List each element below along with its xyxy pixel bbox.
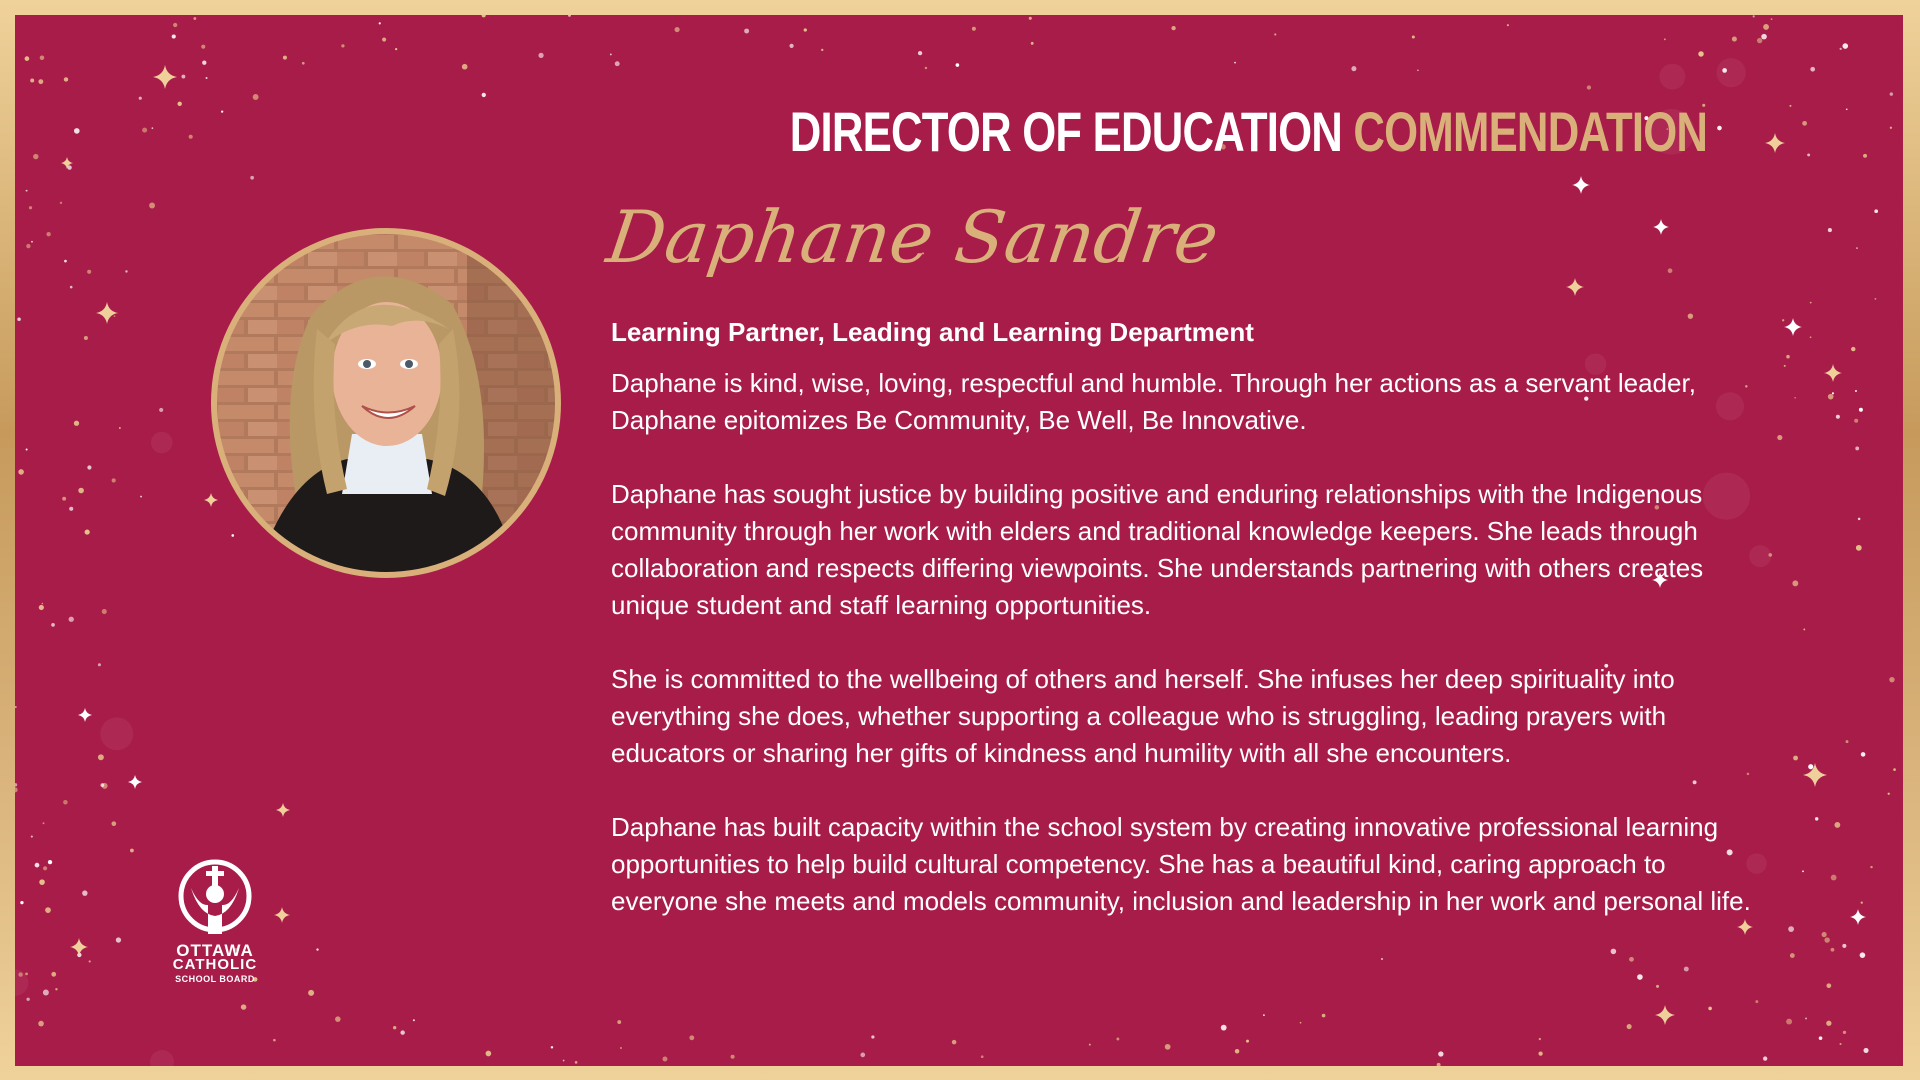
sparkle-star-icon [128, 775, 142, 789]
sparkle-dot [1417, 69, 1419, 71]
sparkle-dot [1627, 1024, 1632, 1029]
sparkle-dot [789, 44, 793, 48]
bokeh-dot [1659, 64, 1685, 90]
logo-line-1: OTTAWA [176, 941, 254, 960]
bokeh-dot [100, 717, 133, 750]
sparkle-dot [1861, 901, 1863, 903]
school-board-logo [165, 858, 265, 998]
sparkle-dot [112, 478, 116, 482]
sparkle-dot [1221, 1025, 1227, 1031]
sparkle-dot [84, 336, 88, 340]
bokeh-dot [1749, 545, 1771, 567]
sparkle-dot [39, 879, 45, 885]
sparkle-dot [400, 1030, 404, 1034]
sparkle-dot [149, 203, 155, 209]
sparkle-dot [395, 48, 397, 50]
sparkle-dot [486, 1051, 492, 1057]
sparkle-dot [675, 27, 680, 32]
sparkle-dot [379, 22, 381, 24]
sparkle-dot [98, 663, 101, 666]
sparkle-dot [1300, 1022, 1302, 1024]
sparkle-dot [1786, 1019, 1792, 1025]
sparkle-dot [31, 836, 33, 838]
sparkle-dot [31, 241, 33, 243]
sparkle-dot [1851, 347, 1855, 351]
sparkle-dot [1855, 390, 1857, 392]
sparkle-dot [1807, 153, 1810, 156]
sparkle-star-icon [274, 907, 290, 923]
sparkle-dot [101, 783, 105, 787]
sparkle-dot [871, 1035, 874, 1038]
sparkle-dot [1859, 408, 1863, 412]
sparkle-dot [26, 244, 30, 248]
sparkle-dot [925, 67, 927, 69]
sparkle-dot [78, 488, 84, 494]
sparkle-dot [1664, 38, 1666, 40]
paragraph: Daphane has sought justice by building positive and enduring relationships with the Indigenous community through her work with elders and traditional knowledge keepers. She leads through collaboration and respects differing viewpoints. She understands partnering with others creates unique student and staff learning opportunities. [611, 479, 1704, 620]
sparkle-dot [20, 901, 23, 904]
sparkle-dot [1438, 1051, 1443, 1056]
sparkle-dot [43, 866, 47, 870]
sparkle-star-icon [1572, 176, 1590, 194]
sparkle-dot [1538, 1052, 1542, 1056]
sparkle-dot [250, 176, 254, 180]
sparkle-star-icon [1784, 318, 1802, 336]
sparkle-star-icon [1765, 133, 1785, 153]
sparkle-dot [48, 860, 52, 864]
sparkle-dot [551, 1046, 553, 1048]
sparkle-star-icon [1824, 364, 1842, 382]
sparkle-dot [1171, 26, 1175, 30]
sparkle-dot [35, 863, 40, 868]
sparkle-dot [731, 1055, 735, 1059]
commendation-panel [15, 15, 1903, 1066]
sparkle-dot [25, 973, 28, 976]
sparkle-dot [1831, 875, 1837, 881]
sparkle-dot [620, 1047, 622, 1049]
sparkle-dot [55, 988, 57, 990]
sparkle-dot [159, 408, 163, 412]
cross-figure-logo-icon [165, 858, 265, 944]
sparkle-dot [64, 260, 67, 263]
sparkle-star-icon [276, 803, 290, 817]
sparkle-dot [43, 989, 49, 995]
sparkle-dot [69, 507, 73, 511]
sparkle-dot [860, 1053, 865, 1058]
sparkle-dot [981, 1055, 984, 1058]
sparkle-dot [89, 960, 91, 962]
sparkle-dot [29, 206, 32, 209]
sparkle-dot [45, 907, 51, 913]
bokeh-dot [1717, 58, 1746, 87]
page-title [790, 99, 1707, 164]
sparkle-dot [1842, 944, 1846, 948]
sparkle-dot [1437, 1063, 1441, 1066]
sparkle-dot [563, 1060, 565, 1062]
sparkle-dot [1890, 127, 1892, 129]
sparkle-dot [87, 270, 91, 274]
sparkle-dot [43, 822, 45, 824]
sparkle-dot [1755, 1000, 1758, 1003]
sparkle-dot [172, 34, 176, 38]
sparkle-star-icon [204, 493, 218, 507]
sparkle-dot [15, 787, 18, 792]
sparkle-dot [26, 190, 28, 192]
sparkle-dot [33, 154, 38, 159]
sparkle-dot [617, 1020, 621, 1024]
sparkle-dot [1819, 1036, 1823, 1040]
sparkle-dot [952, 1040, 957, 1045]
sparkle-dot [1234, 62, 1236, 64]
sparkle-star-icon [1803, 763, 1827, 787]
sparkle-dot [74, 128, 80, 134]
honoree-name: Daphane Sandre [602, 195, 1224, 279]
sparkle-dot [38, 1021, 44, 1027]
sparkle-dot [1351, 66, 1356, 71]
sparkle-dot [1846, 108, 1848, 110]
sparkle-dot [1587, 85, 1591, 89]
sparkle-dot [1717, 126, 1722, 131]
sparkle-dot [114, 315, 116, 317]
sparkle-dot [744, 29, 749, 34]
sparkle-dot [1274, 33, 1276, 35]
sparkle-dot [1753, 15, 1755, 17]
logo-text [165, 941, 265, 986]
sparkle-dot [98, 754, 104, 760]
sparkle-dot [1808, 764, 1813, 769]
sparkle-dot [273, 1039, 276, 1042]
sparkle-dot [1854, 419, 1858, 423]
sparkle-dot [253, 94, 259, 100]
sparkle-dot [102, 609, 107, 614]
sparkle-dot [1637, 974, 1643, 980]
sparkle-dot [1732, 37, 1737, 42]
sparkle-dot [1722, 68, 1727, 73]
sparkle-dot [82, 890, 87, 895]
sparkle-dot [1763, 1056, 1767, 1060]
sparkle-dot [1875, 298, 1877, 300]
sparkle-dot [1861, 752, 1866, 757]
sparkle-dot [1788, 926, 1794, 932]
sparkle-dot [1893, 768, 1896, 771]
sparkle-dot [283, 56, 287, 60]
bokeh-dot [150, 1050, 174, 1066]
sparkle-star-icon [1655, 1005, 1675, 1025]
sparkle-dot [538, 53, 543, 58]
sparkle-dot [62, 497, 66, 501]
sparkle-dot [15, 706, 17, 708]
sparkle-dot [1031, 42, 1034, 45]
sparkle-dot [1165, 1044, 1171, 1050]
sparkle-dot [462, 64, 468, 70]
sparkle-dot [42, 603, 44, 605]
sparkle-dot [308, 990, 314, 996]
logo-line-2: CATHOLIC [172, 956, 258, 973]
sparkle-dot [1863, 1048, 1868, 1053]
sparkle-dot [1826, 983, 1831, 988]
sparkle-dot [1828, 228, 1832, 232]
sparkle-dot [1688, 313, 1693, 318]
sparkle-dot [482, 93, 486, 97]
paragraph: Daphane is kind, wise, loving, respectful and humble. Through her actions as a servant leader, Daphane epitomizes Be Community, Be Well, Be Innovative. [611, 368, 1696, 435]
sparkle-dot [1794, 397, 1796, 399]
sparkle-dot [341, 44, 344, 47]
sparkle-dot [1246, 1040, 1249, 1043]
sparkle-dot [17, 317, 21, 321]
portrait-frame [211, 228, 561, 578]
sparkle-dot [610, 53, 612, 55]
sparkle-dot [1889, 677, 1894, 682]
sparkle-dot [1381, 958, 1383, 960]
sparkle-dot [1831, 948, 1835, 952]
logo-line-3: SCHOOL BOARD [175, 974, 255, 984]
paragraph: Daphane has built capacity within the school system by creating innovative professional learning opportunities to help build cultural competency. She has a beautiful kind, caring approach to everyone she meets and models community, inclusion and leadership in her work and personal life. [611, 812, 1751, 916]
sparkle-dot [26, 998, 29, 1001]
sparkle-dot [139, 97, 142, 100]
bokeh-dot [151, 432, 173, 454]
sparkle-dot [972, 27, 976, 31]
sparkle-dot [1822, 932, 1827, 937]
sparkle-dot [1793, 756, 1798, 761]
sparkle-dot [1789, 105, 1791, 107]
sparkle-dot [1843, 1031, 1846, 1034]
sparkle-dot [663, 1057, 668, 1062]
sparkle-dot [15, 783, 17, 786]
sparkle-dot [189, 135, 193, 139]
sparkle-dot [1763, 24, 1769, 30]
sparkle-dot [69, 617, 74, 622]
honoree-role: Learning Partner, Leading and Learning Department [611, 317, 1254, 347]
sparkle-dot [1870, 866, 1872, 868]
sparkle-dot [956, 63, 960, 67]
sparkle-dot [25, 56, 30, 61]
sparkle-dot [1089, 1044, 1091, 1046]
sparkle-dot [70, 286, 73, 289]
sparkle-dot [482, 15, 486, 17]
sparkle-dot [87, 465, 91, 469]
sparkle-dot [1656, 985, 1659, 988]
sparkle-dot [130, 849, 134, 853]
sparkle-dot [39, 605, 44, 610]
title-accent: COMMENDATION [1353, 100, 1707, 163]
sparkle-dot [689, 1035, 694, 1040]
sparkle-dot [1842, 43, 1848, 49]
sparkle-dot [1708, 1007, 1712, 1011]
sparkle-dot [206, 77, 208, 79]
sparkle-star-icon [96, 302, 118, 324]
sparkle-dot [152, 127, 154, 129]
sparkle-dot [413, 1019, 415, 1021]
sparkle-dot [1815, 817, 1818, 820]
sparkle-dot [51, 972, 56, 977]
sparkle-dot [26, 449, 28, 451]
sparkle-dot [1856, 545, 1862, 551]
sparkle-dot [142, 128, 147, 133]
sparkle-dot [1836, 415, 1840, 419]
sparkle-dot [1826, 1021, 1831, 1026]
sparkle-dot [201, 45, 205, 49]
sparkle-dot [63, 800, 68, 805]
sparkle-dot [1810, 67, 1815, 72]
sparkle-dot [1874, 209, 1878, 213]
sparkle-dot [1771, 18, 1773, 20]
portrait-photo [217, 234, 555, 572]
sparkle-dot [335, 1016, 341, 1022]
sparkle-dot [1322, 1014, 1326, 1018]
sparkle-dot [64, 77, 68, 81]
sparkle-dot [1029, 17, 1032, 20]
sparkle-dot [111, 821, 116, 826]
sparkle-dot [1761, 34, 1767, 40]
sparkle-dot [140, 496, 142, 498]
sparkle-dot [1757, 38, 1762, 43]
sparkle-dot [302, 62, 305, 65]
sparkle-dot [1890, 92, 1893, 95]
sparkle-dot [1786, 355, 1790, 359]
sparkle-dot [241, 1004, 246, 1009]
commendation-body [611, 365, 1751, 957]
paragraph: She is committed to the wellbeing of others and herself. She infuses her deep spirituality into everything she does, whether supporting a colleague who is struggling, leading prayers with educators or sharing her gifts of kindness and humility with all she encounters. [611, 664, 1675, 768]
sparkle-dot [1832, 392, 1834, 394]
sparkle-dot [1810, 302, 1812, 304]
sparkle-dot [1263, 1014, 1265, 1016]
sparkle-dot [1790, 953, 1795, 958]
sparkle-dot [1507, 24, 1509, 26]
sparkle-dot [1828, 394, 1834, 400]
sparkle-dot [1858, 518, 1861, 521]
sparkle-dot [918, 51, 922, 55]
sparkle-dot [1863, 154, 1867, 158]
sparkle-dot [1539, 1038, 1541, 1040]
sparkle-dot [1888, 793, 1890, 795]
sparkle-dot [1802, 870, 1804, 872]
sparkle-dot [1805, 1018, 1807, 1020]
sparkle-star-icon [78, 708, 92, 722]
sparkle-dot [1792, 580, 1798, 586]
sparkle-dot [46, 232, 50, 236]
sparkle-star-icon [153, 65, 177, 89]
sparkle-dot [393, 1026, 396, 1029]
sparkle-dot [1860, 952, 1866, 958]
sparkle-dot [1235, 1049, 1240, 1054]
sparkle-dot [1803, 629, 1805, 631]
sparkle-dot [18, 972, 22, 976]
sparkle-dot [1116, 1038, 1119, 1041]
sparkle-dot [804, 28, 807, 31]
sparkle-dot [231, 534, 234, 537]
sparkle-dot [1840, 48, 1842, 50]
sparkle-dot [18, 469, 24, 475]
sparkle-dot [177, 102, 181, 106]
sparkle-dot [60, 202, 62, 204]
sparkle-dot [1629, 957, 1634, 962]
sparkle-dot [116, 937, 121, 942]
sparkle-dot [1684, 967, 1689, 972]
sparkle-dot [316, 948, 318, 950]
sparkle-star-icon [1850, 909, 1866, 925]
sparkle-dot [193, 17, 196, 20]
sparkle-dot [568, 15, 571, 17]
sparkle-dot [40, 55, 45, 60]
sparkle-dot [1824, 937, 1829, 942]
sparkle-dot [1698, 51, 1703, 56]
sparkle-dot [30, 78, 34, 82]
sparkle-dot [119, 427, 121, 429]
sparkle-dot [1777, 435, 1782, 440]
sparkle-dot [615, 61, 620, 66]
sparkle-dot [1668, 268, 1673, 273]
sparkle-dot [1810, 336, 1812, 338]
sparkle-dot [202, 61, 206, 65]
sparkle-dot [74, 421, 79, 426]
sparkle-star-icon [70, 938, 88, 956]
sparkle-star-icon [1566, 278, 1584, 296]
sparkle-dot [1768, 553, 1772, 557]
sparkle-dot [1839, 1043, 1841, 1045]
sparkle-dot [173, 23, 177, 27]
sparkle-dot [221, 110, 223, 112]
sparkle-dot [38, 79, 43, 84]
sparkle-dot [1784, 365, 1786, 367]
sparkle-dot [1802, 121, 1807, 126]
sparkle-dot [575, 1061, 578, 1064]
sparkle-dot [1856, 247, 1858, 249]
sparkle-dot [1412, 36, 1415, 39]
sparkle-dot [51, 623, 55, 627]
sparkle-dot [1782, 319, 1784, 321]
sparkle-dot [821, 49, 823, 51]
sparkle-dot [85, 529, 90, 534]
sparkle-dot [125, 270, 127, 272]
sparkle-dot [382, 37, 386, 41]
title-main: DIRECTOR OF EDUCATION [789, 100, 1342, 163]
sparkle-dot [1846, 740, 1849, 743]
sparkle-star-icon [1653, 219, 1669, 235]
sparkle-dot [1834, 822, 1840, 828]
sparkle-dot [181, 75, 185, 79]
sparkle-dot [1855, 447, 1859, 451]
